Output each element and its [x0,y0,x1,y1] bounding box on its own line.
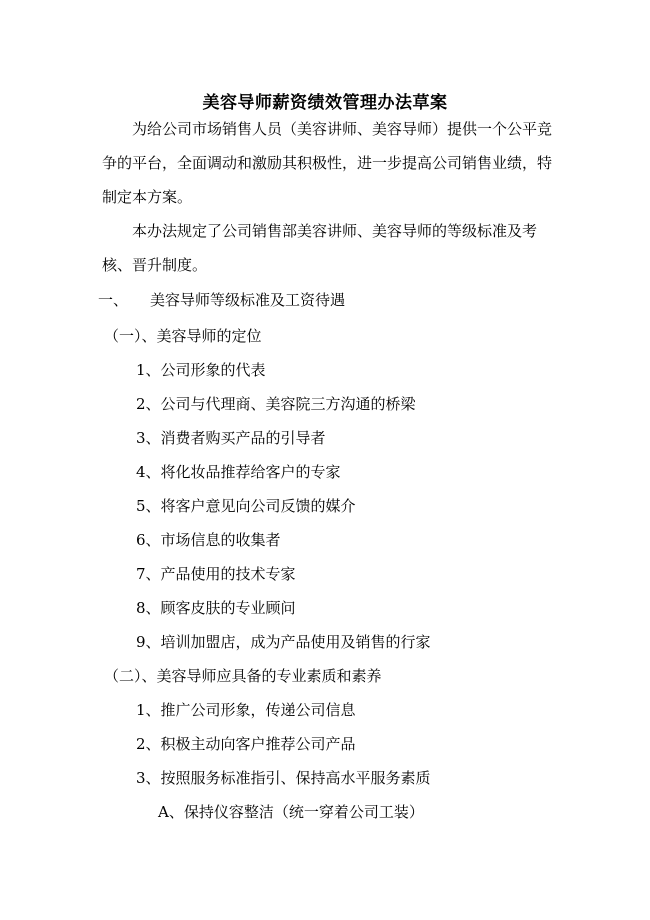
list-item: 3、按照服务标准指引、保持高水平服务素质 [136,769,431,787]
list-item: 2、公司与代理商、美容院三方沟通的桥梁 [136,395,416,413]
list-item: 2、积极主动向客户推荐公司产品 [136,735,356,753]
list-item: 1、推广公司形象，传递公司信息 [136,701,356,719]
document-title: 美容导师薪资绩效管理办法草案 [202,93,448,113]
list-item: 8、顾客皮肤的专业顾问 [136,599,296,617]
section-1-title: 美容导师等级标准及工资待遇 [150,291,346,309]
intro-paragraph-2: 本办法规定了公司销售部美容讲师、美容导师的等级标准及考核、晋升制度。 [102,222,538,274]
subsection-1-heading: （一）、美容导师的定位 [104,327,262,345]
intro-paragraph-1: 为给公司市场销售人员（美容讲师、美容导师）提供一个公平竞争的平台，全面调动和激励其积极性，进一步提高公司销售业绩，特制定本方案。 [102,120,553,206]
sub-list-item: A、保持仪容整洁（统一穿着公司工装） [158,803,424,821]
list-item: 4、将化妆品推荐给客户的专家 [136,463,341,481]
list-item: 5、将客户意见向公司反馈的媒介 [136,497,356,515]
section-1-number: 一、 [98,291,129,309]
list-item: 1、公司形象的代表 [136,361,266,379]
subsection-2-heading: （二）、美容导师应具备的专业素质和素养 [104,667,382,685]
list-item: 3、消费者购买产品的引导者 [136,429,326,447]
list-item: 9、培训加盟店，成为产品使用及销售的行家 [136,633,431,651]
list-item: 6、市场信息的收集者 [136,531,281,549]
section-1-heading [98,290,345,310]
list-item: 7、产品使用的技术专家 [136,565,296,583]
